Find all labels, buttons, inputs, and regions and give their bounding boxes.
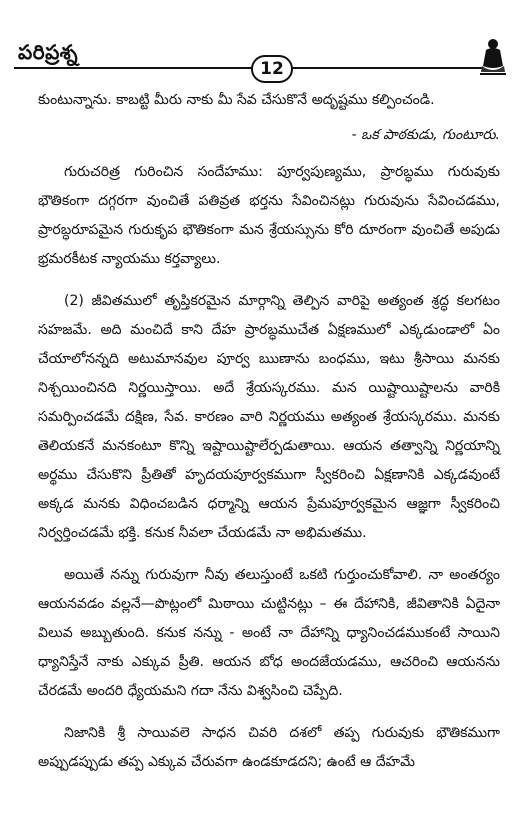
letter-signature: - ఒక పాఠకుడు, గుంటూరు. (351, 127, 500, 143)
paragraph-guru-reminder: అయితే నన్ను గురువుగా నీవు తలుస్తుంటే ఒకటి గుర్తుంచుకోవాలి. నా అంతర్యం ఆయనవడం వల్లనే—పొట్లంలో మిఠాయి చుట్టినట్లు – ఈ దేహానికి, జీవితానికి ఏదైనా విలువ అబ్బుతుంది. కనుక నన్ను - అంటే నా దేహాన్ని ధ్యానించడముకంటే సాయిని ధ్యానిస్తేనే నాకు ఎక్కువ ప్రీతి. ఆయన బోధ అందజేయడము, ఆచరించి ఆయనను చేరడమే అందరి ధ్యేయమని గదా నేను విశ్వసించి చెప్పేది. (38, 567, 500, 699)
page-header (0, 0, 520, 80)
paragraph-closing: నిజానికి శ్రీ సాయివలె సాధన చివరి దశలో తప్ప గురువుకు భౌతికముగా అప్పుడప్పుడు తప్ప ఎక్కువ చేరువగా ఉండకూడదని; ఉంటే ఆ దేహమే (38, 725, 500, 770)
header-rule (14, 67, 482, 69)
paragraph-question: గురుచరిత్ర గురించిన సందేహము: పూర్వపుణ్యము, ప్రారబ్ధము గురువుకు భౌతికంగా దగ్గరగా వుంచితే పతివ్రత భర్తను సేవించినట్లు గురువును సేవించడము, ప్రారబ్ధరూపమైన గురుకృప భౌతికంగా మన శ్రేయస్సును కోరి దూరంగా వుంచితే అపుడు భ్రమరకీటక న్యాయము కర్తవ్యాలు. (38, 164, 500, 267)
sai-baba-figure-icon (478, 36, 508, 76)
letter-closing-line: కుంటున్నాను. కాబట్టి మీరు నాకు మీ సేవ చేసుకొనే అదృష్టము కల్పించండి. (38, 92, 435, 108)
paragraph-answer-2: (2) జీవితములో తృప్తికరమైన మార్గాన్ని తెల్పిన వారిపై అత్యంత శ్రద్ధ కలగటం సహజమే. అది మంచిదే కాని దేహ ప్రారబ్ధముచేత ఏక్షణములో ఎక్కడుండాలో ఏం చేయాలోనన్నది అటుమానవుల పూర్వ ఋణాను బంధము, ఇటు శ్రీసాయి మనకు నిశ్చయించినది నిర్ణయిస్తాయి. అదే శ్రేయస్కరము. మన యిష్టాయిష్టాలను వారికి సమర్పించడమే దక్షిణ, సేవ. కారణం వారి నిర్ణయము అత్యంత శ్రేయస్కరము. మనకు తెలియకనే మనకంటూ కొన్ని ఇష్టాయిష్టాలేర్పడుతాయి. ఆయన తత్వాన్ని నిర్ణయాన్ని అర్థము చేసుకొని ప్రీతితో హృదయపూర్వకముగా స్వీకరించి ఏక్షణానికి ఎక్కడవుంటే అక్కడ మనకు విధించబడిన ధర్మాన్ని ఆయన ప్రేమపూర్వకమైన ఆజ్ఞగా స్వీకరించి నిర్వర్తించడమే భక్తి. కనుక నీవలా చేయడమే నా అభిమతము. (38, 293, 500, 541)
page-number: 12 (251, 55, 293, 83)
running-title: పరిప్రశ్న (18, 40, 79, 64)
page-body (38, 86, 500, 777)
